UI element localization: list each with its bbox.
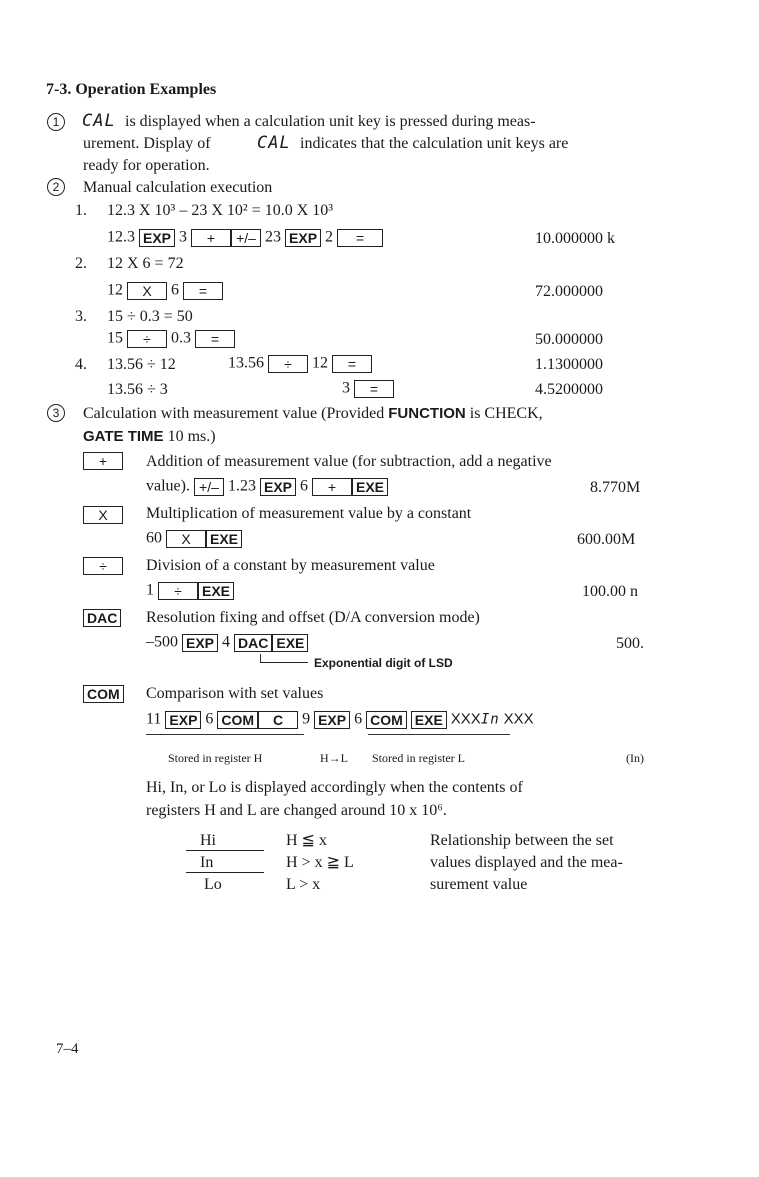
exe-key: EXE bbox=[352, 478, 388, 496]
p3-line2-text: 10 ms.) bbox=[163, 428, 216, 445]
hilo-rule-2 bbox=[186, 872, 264, 873]
plus-key: + bbox=[191, 229, 231, 247]
equals-key: = bbox=[183, 282, 223, 300]
plus-key: + bbox=[312, 478, 352, 496]
add-k1: 1.23 bbox=[227, 477, 256, 495]
hilo-line-1: Hi, In, or Lo is displayed accordingly when the contents of bbox=[146, 779, 523, 796]
ex1-number: 1. bbox=[75, 202, 87, 219]
com-keystrokes bbox=[146, 711, 534, 729]
note-in: (In) bbox=[626, 751, 644, 765]
div-keystrokes bbox=[146, 582, 234, 600]
ex2-keystrokes bbox=[107, 282, 223, 300]
note-register-h: Stored in register H bbox=[168, 751, 263, 765]
times-key: X bbox=[166, 530, 206, 548]
com-k1: 11 bbox=[146, 710, 162, 728]
ex3-k1: 15 bbox=[107, 329, 123, 347]
div-k1: 1 bbox=[146, 581, 154, 599]
ex2-expression: 12 X 6 = 72 bbox=[107, 255, 184, 272]
ex4-k2: 12 bbox=[312, 354, 328, 372]
ex1-k4: 2 bbox=[325, 228, 334, 246]
p3-line1 bbox=[83, 406, 543, 422]
hilo-desc-1: Relationship between the set bbox=[430, 832, 614, 849]
display-cal-glyph-2: CAL bbox=[257, 133, 291, 153]
p3-line1a: Calculation with measurement value (Provided bbox=[83, 405, 389, 422]
ex4-k1: 13.56 bbox=[228, 354, 264, 372]
p3-line1b: is CHECK, bbox=[465, 405, 543, 422]
plusminus-key: +/– bbox=[231, 229, 261, 247]
com-result-left: XXX bbox=[450, 710, 481, 728]
ex4-result-2: 4.5200000 bbox=[535, 381, 603, 398]
ex1-result: 10.000000 k bbox=[535, 230, 615, 247]
hilo-rel-in: H > x ≧ L bbox=[286, 854, 354, 871]
ex3-result: 50.000000 bbox=[535, 331, 603, 348]
brace-register-h bbox=[146, 728, 304, 735]
add-desc-1: Addition of measurement value (for subtraction, add a negative bbox=[146, 453, 552, 470]
dac-desc: Resolution fixing and offset (D/A conversion mode) bbox=[146, 609, 480, 626]
ex1-k3: 23 bbox=[265, 228, 282, 246]
brace-register-l bbox=[368, 728, 510, 735]
dac-k1: –500 bbox=[146, 633, 178, 651]
p1-line3: ready for operation. bbox=[83, 157, 210, 174]
equals-key: = bbox=[354, 380, 394, 398]
ex1-keystrokes bbox=[107, 229, 383, 247]
divide-key: ÷ bbox=[127, 330, 167, 348]
com-key: COM bbox=[83, 685, 124, 703]
exp-key: EXP bbox=[139, 229, 175, 247]
com-k4: 6 bbox=[354, 710, 363, 728]
hilo-label-lo: Lo bbox=[204, 876, 222, 893]
section-heading: 7-3. Operation Examples bbox=[46, 81, 217, 98]
divide-key: ÷ bbox=[158, 582, 198, 600]
add-keystrokes bbox=[146, 478, 388, 496]
times-key: X bbox=[83, 506, 123, 524]
equals-key: = bbox=[332, 355, 372, 373]
ex1-k1: 12.3 bbox=[107, 228, 135, 246]
exe-key: EXE bbox=[272, 634, 308, 652]
ex4-expression-1: 13.56 ÷ 12 bbox=[107, 356, 176, 373]
ex4-result-1: 1.1300000 bbox=[535, 356, 603, 373]
hilo-rel-lo: L > x bbox=[286, 876, 321, 893]
ex4-keystrokes-2 bbox=[342, 380, 394, 398]
exe-key: EXE bbox=[411, 711, 447, 729]
ex1-k2: 3 bbox=[179, 228, 188, 246]
p3-line2 bbox=[83, 429, 216, 445]
div-desc: Division of a constant by measurement value bbox=[146, 557, 435, 574]
p1-line2b: indicates that the calculation unit keys are bbox=[300, 135, 569, 152]
com-result-seg: In bbox=[480, 711, 500, 728]
ex3-number: 3. bbox=[75, 308, 87, 325]
page-number: 7–4 bbox=[56, 1041, 79, 1057]
note-register-l: Stored in register L bbox=[372, 751, 465, 765]
exe-key: EXE bbox=[206, 530, 242, 548]
div-result: 100.00 n bbox=[582, 583, 638, 600]
dac-keystrokes bbox=[146, 634, 308, 652]
hilo-line-2: registers H and L are changed around 10 x 10⁶. bbox=[146, 802, 447, 819]
ex2-k1: 12 bbox=[107, 281, 123, 299]
plus-key: + bbox=[83, 452, 123, 470]
add-k2: 6 bbox=[300, 477, 308, 495]
times-key: X bbox=[127, 282, 167, 300]
exp-key: EXP bbox=[285, 229, 321, 247]
exp-key: EXP bbox=[165, 711, 201, 729]
ex3-k2: 0.3 bbox=[171, 329, 191, 347]
p1-line2a: urement. Display of bbox=[83, 135, 211, 152]
ex4-number: 4. bbox=[75, 356, 87, 373]
lsd-note: Exponential digit of LSD bbox=[314, 656, 453, 670]
com-key: COM bbox=[217, 711, 258, 729]
mul-result: 600.00M bbox=[577, 531, 636, 548]
gate-time-label: GATE TIME bbox=[83, 428, 164, 445]
dac-key: DAC bbox=[234, 634, 272, 652]
equals-key: = bbox=[337, 229, 383, 247]
ex4-k3: 3 bbox=[342, 379, 350, 397]
ex2-result: 72.000000 bbox=[535, 283, 603, 300]
function-label: FUNCTION bbox=[388, 405, 466, 422]
item-number-2: 2 bbox=[47, 178, 65, 196]
add-desc-2: value). bbox=[146, 477, 190, 495]
com-desc: Comparison with set values bbox=[146, 685, 324, 702]
add-result: 8.770M bbox=[590, 479, 641, 496]
hilo-desc-2: values displayed and the mea- bbox=[430, 854, 623, 871]
ex3-expression: 15 ÷ 0.3 = 50 bbox=[107, 308, 193, 325]
ex4-expression-2: 13.56 ÷ 3 bbox=[107, 381, 168, 398]
note-h-to-l: H→L bbox=[320, 751, 348, 765]
dac-result: 500. bbox=[616, 635, 644, 652]
dac-key: DAC bbox=[83, 609, 121, 627]
equals-key: = bbox=[195, 330, 235, 348]
p2-title: Manual calculation execution bbox=[83, 179, 273, 196]
hilo-rule-1 bbox=[186, 850, 264, 851]
exp-key: EXP bbox=[182, 634, 218, 652]
plusminus-key: +/– bbox=[194, 478, 224, 496]
ex2-number: 2. bbox=[75, 255, 87, 272]
mul-keystrokes bbox=[146, 530, 242, 548]
com-key: COM bbox=[366, 711, 407, 729]
hilo-label-hi: Hi bbox=[200, 832, 216, 849]
exe-key: EXE bbox=[198, 582, 234, 600]
display-cal-glyph: CAL bbox=[82, 111, 116, 131]
mul-desc: Multiplication of measurement value by a constant bbox=[146, 505, 472, 522]
divide-key: ÷ bbox=[268, 355, 308, 373]
dac-k2: 4 bbox=[222, 633, 231, 651]
com-result-right: XXX bbox=[503, 710, 534, 728]
ex2-k2: 6 bbox=[171, 281, 179, 299]
hilo-rel-hi: H ≦ x bbox=[286, 832, 327, 849]
exp-key: EXP bbox=[260, 478, 296, 496]
lsd-pointer-line bbox=[260, 662, 308, 663]
ex4-keystrokes-1 bbox=[228, 355, 372, 373]
item-number-3: 3 bbox=[47, 404, 65, 422]
com-k2: 6 bbox=[205, 710, 214, 728]
com-k3: 9 bbox=[302, 710, 311, 728]
ex3-keystrokes bbox=[107, 330, 235, 348]
divide-key: ÷ bbox=[83, 557, 123, 575]
ex1-expression: 12.3 X 10³ – 23 X 10² = 10.0 X 10³ bbox=[107, 202, 334, 219]
hilo-label-in: In bbox=[200, 854, 214, 871]
p1-line1: is displayed when a calculation unit key is pressed during meas- bbox=[125, 113, 536, 130]
item-number-1: 1 bbox=[47, 113, 65, 131]
clear-key: C bbox=[258, 711, 298, 729]
exp-key: EXP bbox=[314, 711, 350, 729]
mul-k1: 60 bbox=[146, 529, 162, 547]
hilo-desc-3: surement value bbox=[430, 876, 528, 893]
